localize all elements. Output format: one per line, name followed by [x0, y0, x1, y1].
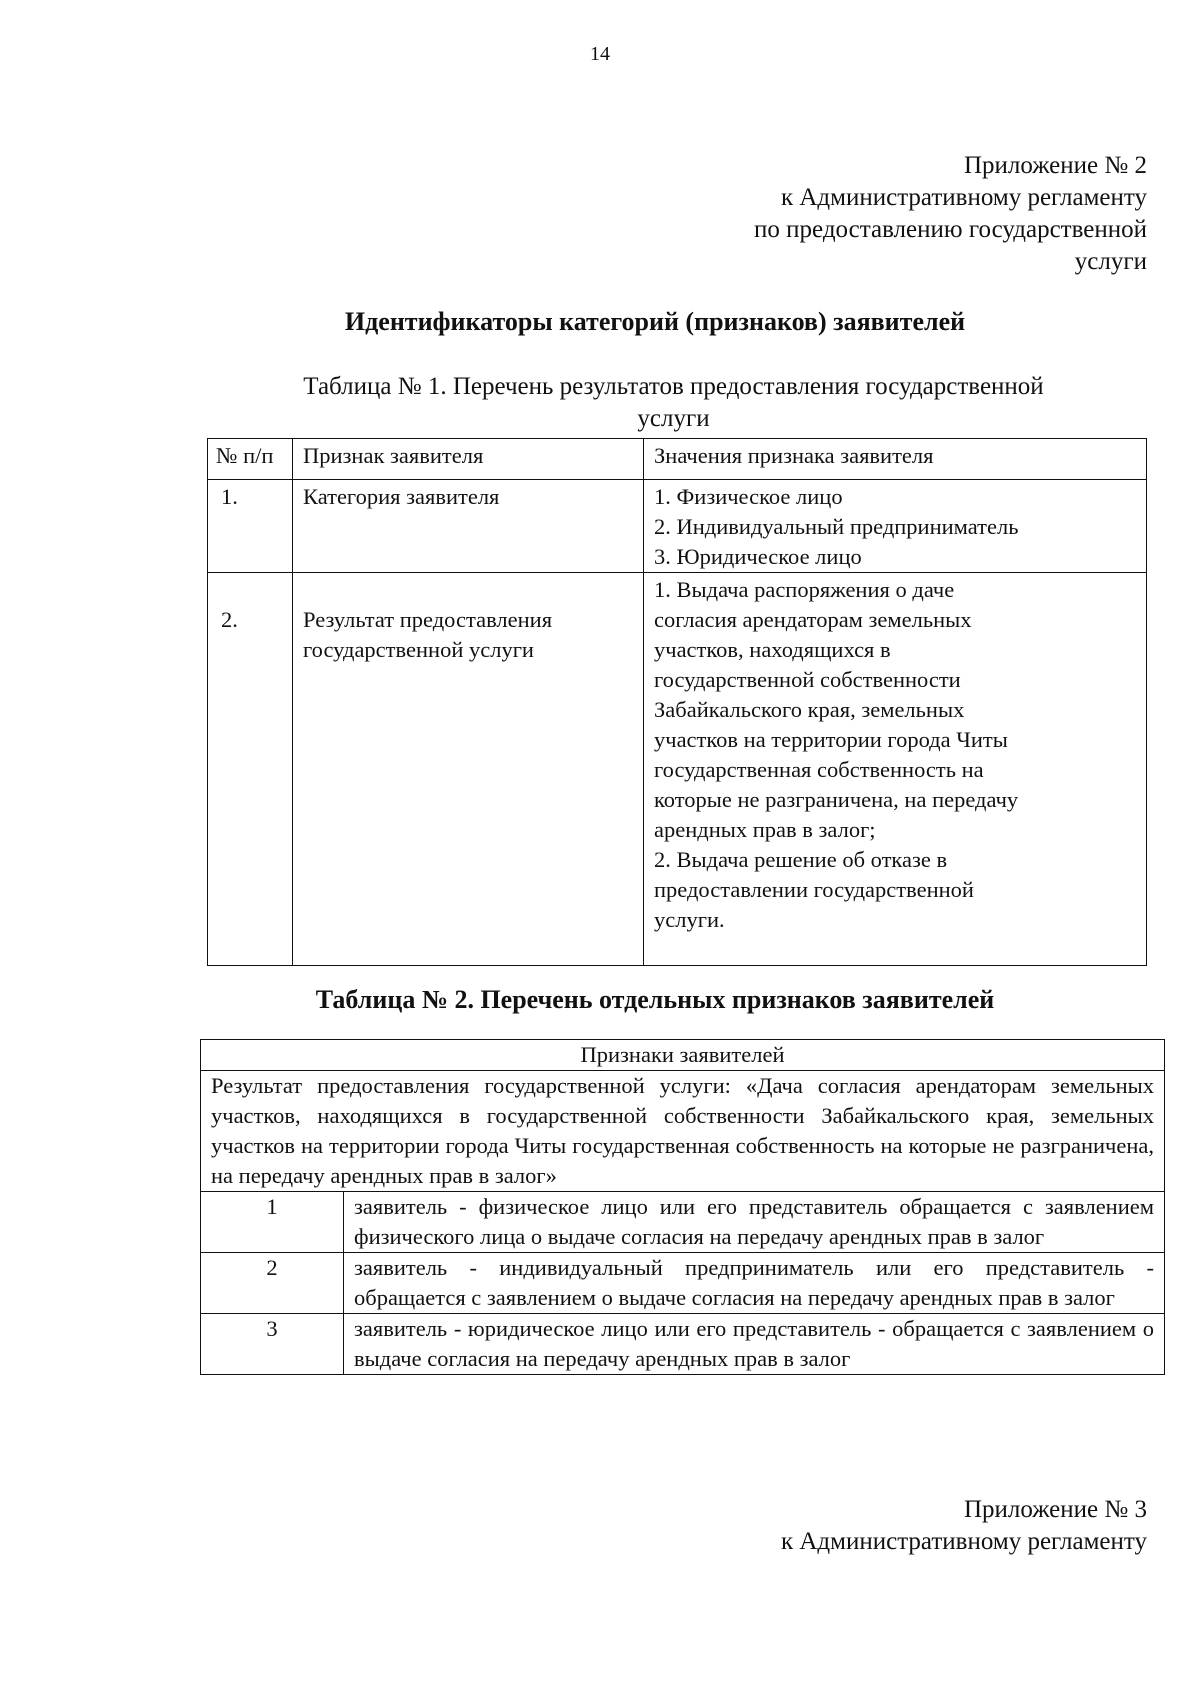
service-result: Результат предоставления государственной услуги: «Дача согласия арендаторам земельных участков, находящихся в государственной собственности Забайкальского края, земельных участков на территории города Читы государственная собственность на которые не разграничена, на передачу арендных прав в залог»	[201, 1071, 1165, 1192]
attribute-value-line: 2. Выдача решение об отказе в	[654, 847, 948, 872]
appendix-2-line: услуги	[1074, 248, 1147, 275]
applicant-attribute: Категория заявителя	[293, 480, 644, 573]
attribute-value-line: участков, находящихся в	[654, 637, 891, 662]
table-2-result-row	[201, 1071, 1165, 1192]
table-1-caption-line: Таблица № 1. Перечень результатов предоставления государственной	[303, 373, 1044, 400]
row-number: 2.	[208, 573, 293, 966]
attribute-line: государственной услуги	[303, 637, 534, 662]
row-number: 1.	[208, 480, 293, 573]
attribute-value-line: 1. Выдача распоряжения о даче	[654, 577, 955, 602]
attribute-line: Результат предоставления	[303, 607, 553, 632]
table-row	[208, 573, 1147, 966]
table-2-header: Признаки заявителей	[201, 1040, 1165, 1071]
applicant-description: заявитель - юридическое лицо или его представитель - обращается с заявлением о выдаче согласия на передачу арендных прав в залог	[344, 1314, 1165, 1375]
attribute-value-line: которые не разграничена, на передачу	[654, 787, 1019, 812]
appendix-3-header	[447, 1494, 1147, 1558]
page-number: 14	[590, 43, 610, 65]
attribute-value-line: государственная собственность на	[654, 757, 984, 782]
table-2-header-row	[201, 1040, 1165, 1071]
appendix-3-line: Приложение № 3	[963, 1496, 1147, 1523]
applicant-attribute	[293, 573, 644, 966]
row-number: 3	[201, 1314, 344, 1375]
table-1-header-cell: Признак заявителя	[293, 439, 644, 480]
attribute-value-line: Забайкальского края, земельных	[654, 697, 965, 722]
attribute-value-line: согласия арендаторам земельных	[654, 607, 972, 632]
attribute-value-line: арендных прав в залог;	[654, 817, 876, 842]
attribute-values	[644, 480, 1147, 573]
attribute-values	[644, 573, 1147, 966]
table-2	[200, 1039, 1165, 1375]
table-1-caption	[207, 371, 1140, 435]
attribute-value-line: государственной собственности	[654, 667, 961, 692]
appendix-2-line: Приложение № 2	[963, 152, 1147, 179]
row-number: 1	[201, 1192, 344, 1253]
table-1-header-cell: Значения признака заявителя	[644, 439, 1147, 480]
attribute-value: 1. Физическое лицо	[654, 484, 843, 509]
attribute-value-line: участков на территории города Читы	[654, 727, 1008, 752]
table-1-header-cell: № п/п	[208, 439, 293, 480]
table-2-caption: Таблица № 2. Перечень отдельных признаков заявителей	[315, 985, 995, 1014]
applicant-description: заявитель - физическое лицо или его представитель обращается с заявлением физического лица о выдаче согласия на передачу арендных прав в залог	[344, 1192, 1165, 1253]
appendix-2-line: по предоставлению государственной	[754, 216, 1147, 243]
attribute-value: 3. Юридическое лицо	[654, 544, 862, 569]
table-1-caption-line: услуги	[637, 405, 710, 432]
row-number: 2	[201, 1253, 344, 1314]
appendix-3-line: к Административному регламенту	[780, 1528, 1147, 1555]
table-1	[207, 438, 1147, 966]
table-row	[201, 1192, 1165, 1253]
appendix-2-header	[447, 150, 1147, 278]
appendix-2-line: к Административному регламенту	[780, 184, 1147, 211]
attribute-value: 2. Индивидуальный предприниматель	[654, 514, 1019, 539]
attribute-value-line: услуги.	[654, 907, 725, 932]
table-row	[201, 1253, 1165, 1314]
table-1-header-row	[208, 439, 1147, 480]
table-row	[208, 480, 1147, 573]
attribute-value-line: предоставлении государственной	[654, 877, 974, 902]
applicant-description: заявитель - индивидуальный предприниматель или его представитель - обращается с заявлением о выдаче согласия на передачу арендных прав в залог	[344, 1253, 1165, 1314]
table-row	[201, 1314, 1165, 1375]
document-heading: Идентификаторы категорий (признаков) заявителей	[344, 307, 966, 336]
